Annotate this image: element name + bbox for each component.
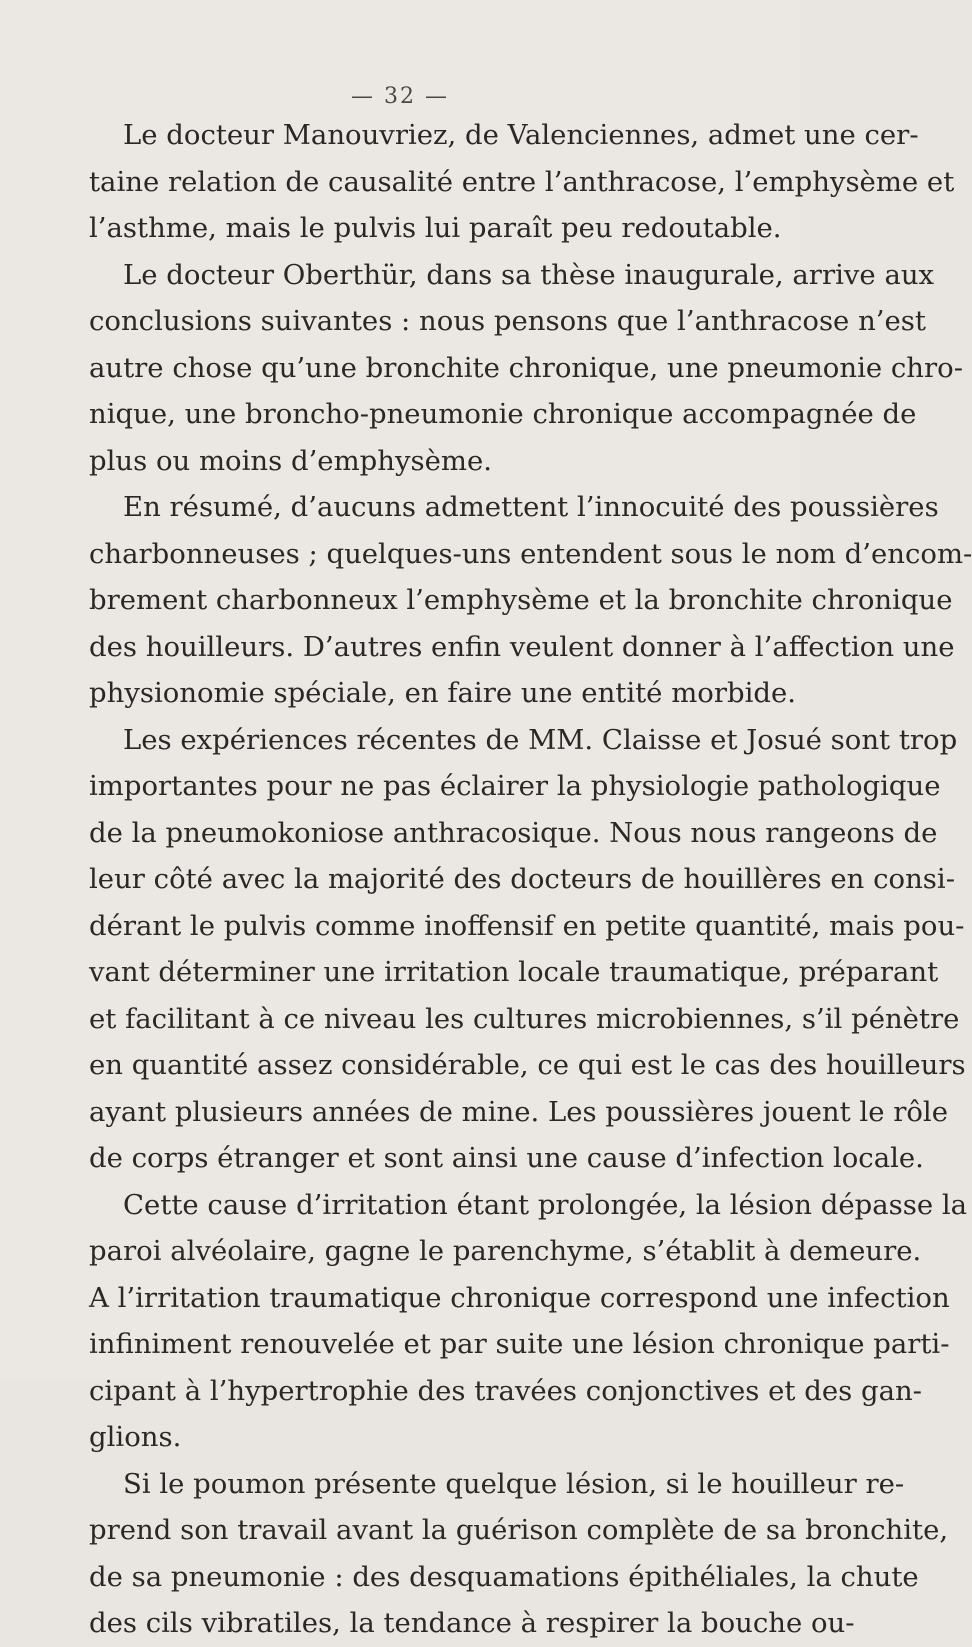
text-line: paroi alvéolaire, gagne le parenchyme, s’établit à demeure.	[89, 1235, 922, 1267]
text-line: nique, une broncho-pneumonie chronique accompagnée de	[89, 398, 917, 430]
text-line: cipant à l’hypertrophie des travées conjonctives et des gan-	[89, 1374, 922, 1407]
text-line: plus ou moins d’emphysème.	[89, 444, 492, 477]
text-line: vant déterminer une irritation locale traumatique, préparant	[89, 956, 939, 988]
text-line: leur côté avec la majorité des docteurs de houillères en consi-	[89, 863, 955, 895]
text-line: taine relation de causalité entre l’anthracose, l’emphysème et	[89, 165, 955, 198]
text-line: des cils vibratiles, la tendance à respirer la bouche ou-	[89, 1607, 855, 1639]
text-line: Les expériences récentes de MM. Claisse et Josué sont trop	[123, 723, 958, 756]
body-text	[89, 112, 972, 1647]
text-line: Si le poumon présente quelque lésion, si le houilleur re-	[123, 1467, 905, 1500]
text-line: ayant plusieurs années de mine. Les poussières jouent le rôle	[89, 1095, 948, 1128]
text-line: prend son travail avant la guérison complète de sa bronchite,	[89, 1514, 949, 1546]
text-line: en quantité assez considérable, ce qui est le cas des houilleurs	[89, 1049, 966, 1081]
text-line: A l’irritation traumatique chronique correspond une infection	[89, 1281, 950, 1314]
text-line: de la pneumokoniose anthracosique. Nous nous rangeons de	[89, 816, 938, 849]
page-number: — 32 —	[351, 84, 449, 109]
text-line: Cette cause d’irritation étant prolongée, la lésion dépasse la	[123, 1188, 968, 1221]
text-line: Le docteur Oberthür, dans sa thèse inaugurale, arrive aux	[123, 258, 935, 291]
text-line: En résumé, d’aucuns admettent l’innocuité des poussières	[123, 491, 939, 523]
text-line: des houilleurs. D’autres enfin veulent donner à l’affection une	[89, 630, 955, 663]
text-line: physionomie spéciale, en faire une entité morbide.	[89, 677, 796, 709]
text-line: conclusions suivantes : nous pensons que l’anthracose n’est	[89, 305, 926, 337]
text-line: et facilitant à ce niveau les cultures microbiennes, s’il pénètre	[89, 1002, 960, 1035]
text-line: charbonneuses ; quelques-uns entendent sous le nom d’encom-	[89, 537, 972, 570]
text-line: Le docteur Manouvriez, de Valenciennes, admet une cer-	[123, 119, 919, 151]
text-line: autre chose qu’une bronchite chronique, une pneumonie chro-	[89, 351, 963, 384]
text-line: de sa pneumonie : des desquamations épithéliales, la chute	[89, 1560, 919, 1593]
text-line: infiniment renouvelée et par suite une lésion chronique parti-	[89, 1328, 950, 1360]
text-line: dérant le pulvis comme inoffensif en petite quantité, mais pou-	[89, 909, 965, 942]
text-line: de corps étranger et sont ainsi une cause d’infection locale.	[89, 1142, 924, 1174]
text-line: brement charbonneux l’emphysème et la bronchite chronique	[89, 584, 953, 616]
text-line: glions.	[89, 1421, 182, 1453]
text-line: importantes pour ne pas éclairer la physiologie pathologique	[89, 770, 941, 802]
text-line: l’asthme, mais le pulvis lui paraît peu redoutable.	[89, 212, 782, 244]
